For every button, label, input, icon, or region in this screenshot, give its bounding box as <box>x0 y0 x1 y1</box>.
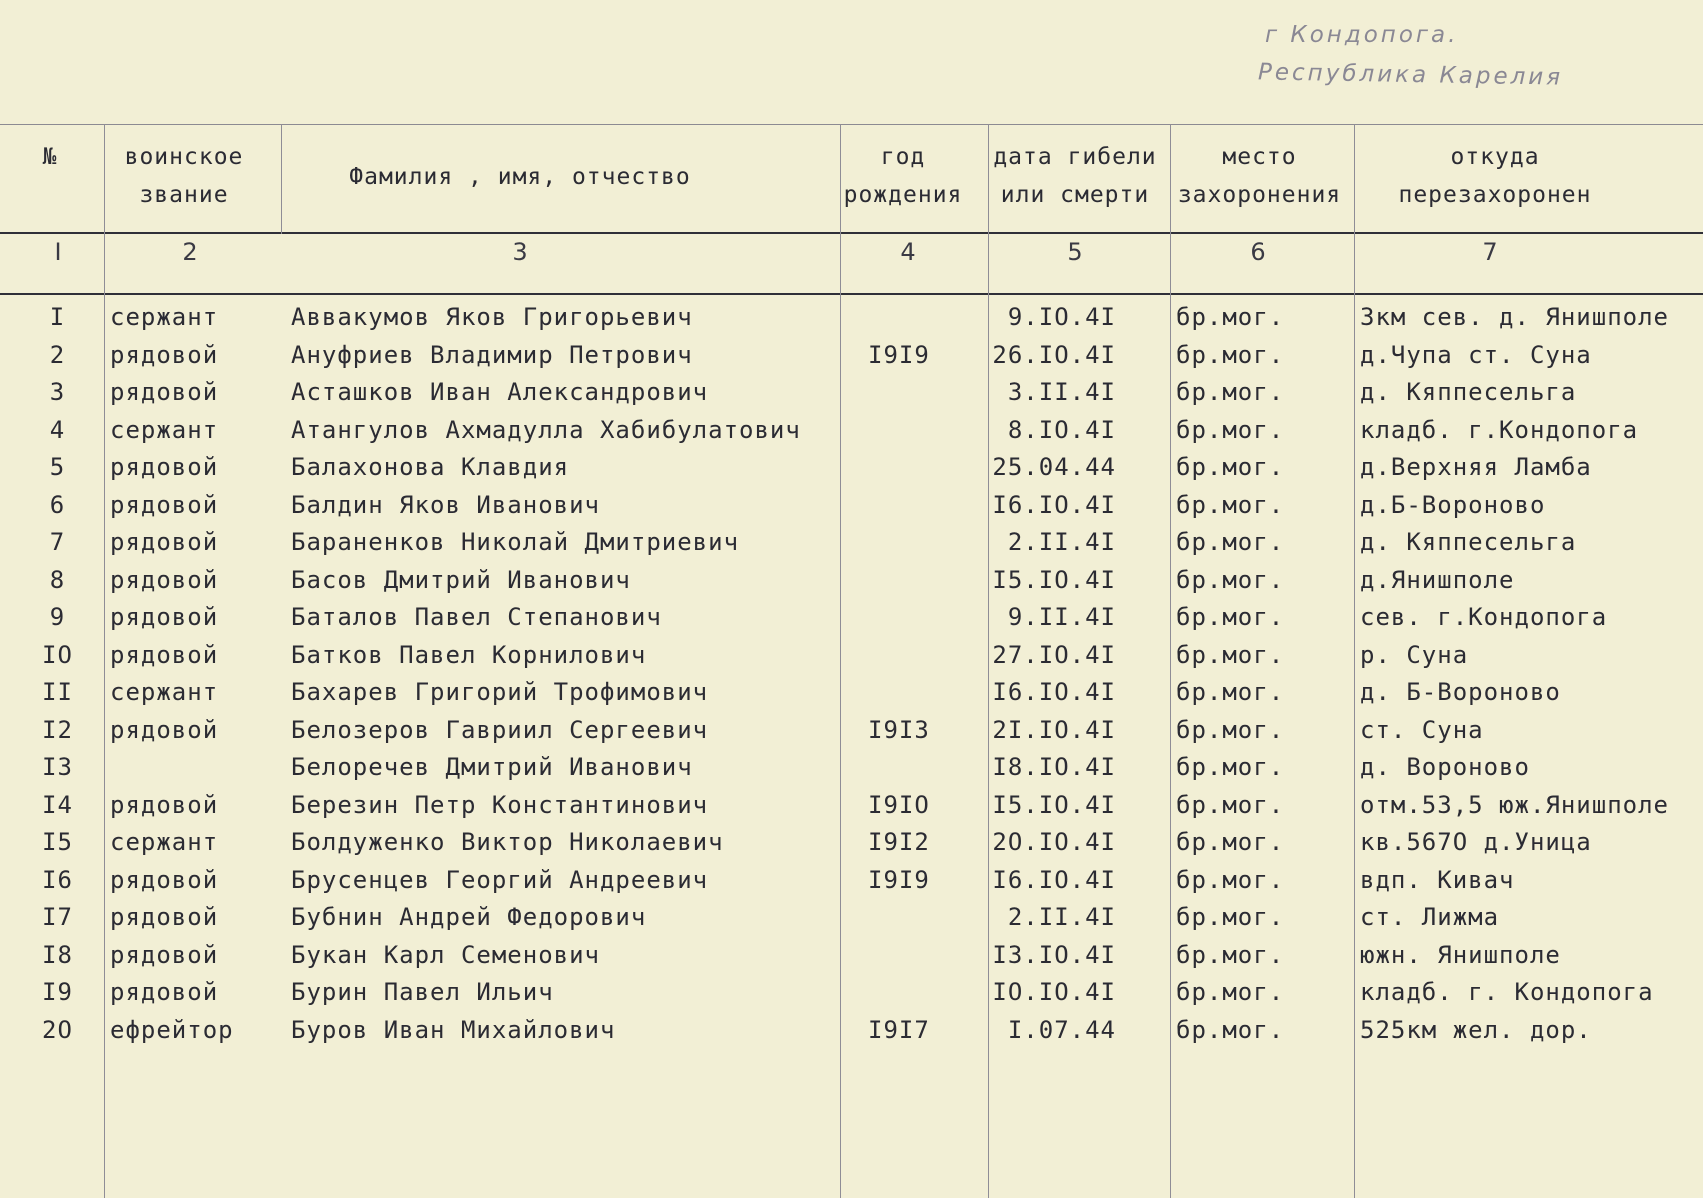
table-row <box>0 716 1703 754</box>
burial-place-cell: бр.мог. <box>1176 640 1285 669</box>
death-date-cell: 2.II.4I <box>1007 903 1116 931</box>
burial-place-cell: бр.мог. <box>1176 903 1285 931</box>
burial-place-cell: бр.мог. <box>1176 828 1285 856</box>
death-date-cell: I5.IO.4I <box>992 565 1116 594</box>
table-row <box>0 641 1703 679</box>
rank-cell: рядовой <box>110 490 219 519</box>
row-number: 4 <box>49 415 66 444</box>
table-row <box>0 978 1703 1016</box>
name-cell: Бубнин Андрей Федорович <box>291 903 647 931</box>
row-number: I3 <box>42 753 73 781</box>
birth-year-cell: I9I9 <box>868 340 930 369</box>
death-date-cell: 27.IO.4I <box>992 640 1116 669</box>
burial-place-cell: бр.мог. <box>1176 940 1285 969</box>
death-date-cell: 2I.IO.4I <box>992 715 1116 744</box>
column-number: I <box>54 238 62 266</box>
burial-place-cell: бр.мог. <box>1176 340 1285 369</box>
rank-cell: рядовой <box>110 640 219 669</box>
rank-cell: рядовой <box>110 453 219 481</box>
rank-cell: сержант <box>110 303 219 331</box>
name-cell: Аввакумов Яков Григорьевич <box>291 303 693 331</box>
row-number: 9 <box>49 603 66 631</box>
death-date-cell: 3.II.4I <box>1007 378 1116 406</box>
row-number: 6 <box>49 490 66 519</box>
burial-place-cell: бр.мог. <box>1176 603 1285 631</box>
column-number: 4 <box>900 238 916 266</box>
burial-place-cell: бр.мог. <box>1176 1015 1285 1044</box>
row-number: I6 <box>42 865 73 894</box>
death-date-cell: 2O.IO.4I <box>992 828 1116 856</box>
table-row <box>0 603 1703 641</box>
row-number: 5 <box>49 453 66 481</box>
row-number: 2 <box>49 340 66 369</box>
reburied-from-cell: д.Чупа ст. Суна <box>1360 340 1592 369</box>
death-date-cell: 26.IO.4I <box>992 340 1116 369</box>
rank-cell: рядовой <box>110 340 219 369</box>
column-divider <box>281 124 282 234</box>
column-number: 2 <box>182 238 198 266</box>
row-number: 2O <box>42 1015 73 1044</box>
table-row <box>0 866 1703 904</box>
death-date-cell: I3.IO.4I <box>992 940 1116 969</box>
burial-place-cell: бр.мог. <box>1176 453 1285 481</box>
name-cell: Батков Павел Корнилович <box>291 640 647 669</box>
table-row <box>0 341 1703 379</box>
reburied-from-cell: кладб. г.Кондопога <box>1360 415 1639 444</box>
header-number: № <box>42 144 58 170</box>
rank-cell: ефрейтор <box>110 1015 234 1044</box>
name-cell: Бахарев Григорий Трофимович <box>291 678 709 706</box>
row-number: I <box>49 303 66 331</box>
table-row <box>0 753 1703 791</box>
reburied-from-cell: д. Кяппесельга <box>1360 528 1577 556</box>
column-number: 6 <box>1250 238 1266 266</box>
table-top-rule <box>0 124 1703 125</box>
burial-place-cell: бр.мог. <box>1176 978 1285 1006</box>
table-row <box>0 903 1703 941</box>
row-number: I8 <box>42 940 73 969</box>
column-number-divider <box>0 293 1703 295</box>
name-cell: Ануфриев Владимир Петрович <box>291 340 693 369</box>
handwritten-city-note: г Кондопога. <box>1265 22 1459 48</box>
row-number: 3 <box>49 378 66 406</box>
birth-year-cell: I9I9 <box>868 865 930 894</box>
death-date-cell: 9.IO.4I <box>1007 303 1116 331</box>
name-cell: Березин Петр Константинович <box>291 790 709 819</box>
reburied-from-cell: д. Б-Вороново <box>1360 678 1561 706</box>
handwritten-region-note: Республика Карелия <box>1257 59 1564 91</box>
header-death-date: дата гибели или смерти <box>993 144 1157 208</box>
name-cell: Балахонова Клавдия <box>291 453 570 481</box>
header-divider <box>0 232 1703 234</box>
burial-place-cell: бр.мог. <box>1176 715 1285 744</box>
header-birth-year: год рождения <box>843 144 963 208</box>
reburied-from-cell: р. Суна <box>1360 640 1469 669</box>
row-number: 7 <box>49 528 66 556</box>
reburied-from-cell: 525км жел. дор. <box>1360 1015 1592 1044</box>
table-row <box>0 941 1703 979</box>
burial-place-cell: бр.мог. <box>1176 790 1285 819</box>
reburied-from-cell: вдп. Кивач <box>1360 865 1515 894</box>
name-cell: Атангулов Ахмадулла Хабибулатович <box>291 415 801 444</box>
death-date-cell: I.07.44 <box>1007 1015 1116 1044</box>
rank-cell: сержант <box>110 678 219 706</box>
burial-place-cell: бр.мог. <box>1176 490 1285 519</box>
birth-year-cell: I9IO <box>868 790 930 819</box>
name-cell: Бурин Павел Ильич <box>291 978 554 1006</box>
row-number: I2 <box>42 715 73 744</box>
burial-place-cell: бр.мог. <box>1176 528 1285 556</box>
name-cell: Белозеров Гавриил Сергеевич <box>291 715 709 744</box>
rank-cell: сержант <box>110 828 219 856</box>
name-cell: Болдуженко Виктор Николаевич <box>291 828 724 856</box>
column-number: 7 <box>1482 238 1498 266</box>
reburied-from-cell: ст. Лижма <box>1360 903 1500 931</box>
birth-year-cell: I9I2 <box>868 828 930 856</box>
row-number: IO <box>42 640 73 669</box>
name-cell: Белоречев Дмитрий Иванович <box>291 753 693 781</box>
row-number: I9 <box>42 978 73 1006</box>
reburied-from-cell: отм.53,5 юж.Янишполе <box>1360 790 1669 819</box>
table-row <box>0 1016 1703 1054</box>
name-cell: Асташков Иван Александрович <box>291 378 709 406</box>
burial-place-cell: бр.мог. <box>1176 753 1285 781</box>
burial-place-cell: бр.мог. <box>1176 415 1285 444</box>
rank-cell: сержант <box>110 415 219 444</box>
header-burial-place: место захоронения <box>1177 144 1342 208</box>
row-number: I7 <box>42 903 73 931</box>
name-cell: Басов Дмитрий Иванович <box>291 565 631 594</box>
table-row <box>0 528 1703 566</box>
reburied-from-cell: южн. Янишполе <box>1360 940 1561 969</box>
reburied-from-cell: д.Б-Вороново <box>1360 490 1546 519</box>
name-cell: Брусенцев Георгий Андреевич <box>291 865 709 894</box>
rank-cell: рядовой <box>110 715 219 744</box>
row-number: II <box>42 678 73 706</box>
death-date-cell: 25.04.44 <box>992 453 1116 481</box>
reburied-from-cell: д.Верхняя Ламба <box>1360 453 1592 481</box>
row-number: I5 <box>42 828 73 856</box>
rank-cell: рядовой <box>110 790 219 819</box>
reburied-from-cell: сев. г.Кондопога <box>1360 603 1608 631</box>
header-rank: воинское звание <box>124 144 244 208</box>
table-row <box>0 378 1703 416</box>
death-date-cell: I6.IO.4I <box>992 490 1116 519</box>
name-cell: Буров Иван Михайлович <box>291 1015 616 1044</box>
reburied-from-cell: д. Кяппесельга <box>1360 378 1577 406</box>
death-date-cell: I5.IO.4I <box>992 790 1116 819</box>
reburied-from-cell: кладб. г. Кондопога <box>1360 978 1654 1006</box>
death-date-cell: 9.II.4I <box>1007 603 1116 631</box>
burial-place-cell: бр.мог. <box>1176 378 1285 406</box>
reburied-from-cell: 3км сев. д. Янишполе <box>1360 303 1669 331</box>
row-number: I4 <box>42 790 73 819</box>
burial-place-cell: бр.мог. <box>1176 865 1285 894</box>
burial-place-cell: бр.мог. <box>1176 565 1285 594</box>
header-name: Фамилия , имя, отчество <box>349 164 691 190</box>
reburied-from-cell: д. Вороново <box>1360 753 1530 781</box>
burial-place-cell: бр.мог. <box>1176 303 1285 331</box>
table-row <box>0 566 1703 604</box>
table-row <box>0 416 1703 454</box>
table-row <box>0 303 1703 341</box>
rank-cell: рядовой <box>110 378 219 406</box>
column-number: 3 <box>512 238 528 266</box>
table-row <box>0 791 1703 829</box>
death-date-cell: I6.IO.4I <box>992 678 1116 706</box>
row-number: 8 <box>49 565 66 594</box>
death-date-cell: IO.IO.4I <box>992 978 1116 1006</box>
birth-year-cell: I9I3 <box>868 715 930 744</box>
reburied-from-cell: кв.567O д.Уница <box>1360 828 1592 856</box>
burial-place-cell: бр.мог. <box>1176 678 1285 706</box>
death-date-cell: I8.IO.4I <box>992 753 1116 781</box>
table-row <box>0 453 1703 491</box>
death-date-cell: 2.II.4I <box>1007 528 1116 556</box>
table-row <box>0 828 1703 866</box>
rank-cell: рядовой <box>110 603 219 631</box>
rank-cell: рядовой <box>110 565 219 594</box>
name-cell: Баталов Павел Степанович <box>291 603 662 631</box>
name-cell: Букан Карл Семенович <box>291 940 600 969</box>
table-row <box>0 491 1703 529</box>
column-number: 5 <box>1067 238 1083 266</box>
name-cell: Бараненков Николай Дмитриевич <box>291 528 740 556</box>
rank-cell: рядовой <box>110 903 219 931</box>
birth-year-cell: I9I7 <box>868 1015 930 1044</box>
reburied-from-cell: д.Янишполе <box>1360 565 1515 594</box>
header-reburied-from: откуда перезахоронен <box>1398 144 1592 208</box>
rank-cell: рядовой <box>110 940 219 969</box>
death-date-cell: I6.IO.4I <box>992 865 1116 894</box>
rank-cell: рядовой <box>110 978 219 1006</box>
table-row <box>0 678 1703 716</box>
rank-cell: рядовой <box>110 865 219 894</box>
rank-cell: рядовой <box>110 528 219 556</box>
name-cell: Балдин Яков Иванович <box>291 490 600 519</box>
death-date-cell: 8.IO.4I <box>1007 415 1116 444</box>
reburied-from-cell: ст. Суна <box>1360 715 1484 744</box>
